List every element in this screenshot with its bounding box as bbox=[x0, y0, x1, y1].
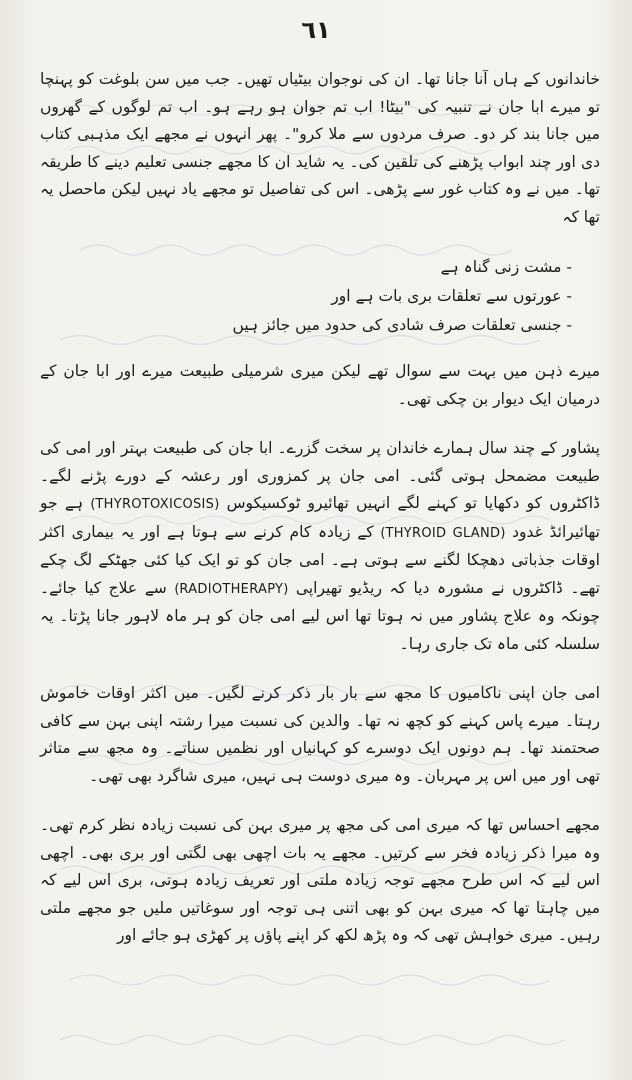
term-radiotherapy: (RADIOTHERAPY) bbox=[174, 581, 289, 597]
paragraph-3-part-1: پشاور کے چند سال ہمارے خاندان پر سخت گزرے۔ ابا جان کی طبیعت بہتر اور امی کی طبیعت مضمحل ہوتی گئی۔ امی جان پر کمزوری اور رعشہ کے دورے پڑنے لگے۔ ڈاکٹروں کو دکھایا تو کہنے لگے انہیں تھائیرو ٹوکسیکوس bbox=[40, 439, 601, 512]
list-item: - عورتوں سے تعلقات بری بات ہے اور bbox=[40, 282, 572, 311]
list-item: - جنسی تعلقات صرف شادی کی حدود میں جائز ہیں bbox=[40, 311, 572, 340]
book-teachings-list bbox=[40, 253, 600, 340]
term-thyroid-gland: (THYROID GLAND) bbox=[380, 525, 506, 541]
paragraph-3-part-3: کے زیادہ کام کرنے سے ہوتا ہے اور یہ بیماری اکثر اوقات جذباتی دھچکا لگنے سے ہوتی ہے۔ امی جان کو تو ایک کیا کئی جھٹکے لگ چکے تھے۔ ڈاکٹروں نے مشورہ دیا کہ ریڈیو تھیراپی bbox=[40, 522, 600, 597]
paragraph-2: میرے ذہن میں بہت سے سوال تھے لیکن میری شرمیلی طبیعت میرے اور ابا جان کے درمیان ایک دیوار بن چکی تھی۔ bbox=[40, 362, 600, 408]
paragraph-4: امی جان اپنی ناکامیوں کا مجھ سے بار بار ذکر کرنے لگیں۔ میں اکثر اوقات خاموش رہتا۔ میرے پاس کہنے کو کچھ نہ تھا۔ والدین کی نسبت میرا رشتہ اپنی بہن سے کافی صحتمند تھا۔ ہم دونوں ایک دوسرے کو کہانیاں اور نظمیں سناتے۔ وہ مجھ سے متاثر تھی اور میں اس پر مہربان۔ وہ میری دوست ہی نہیں، میری شاگرد بھی تھی۔ bbox=[40, 684, 600, 785]
paragraph-3-part-4: سے علاج کیا جائے۔ چونکہ وہ علاج پشاور میں نہ ہوتا تھا اس لیے امی جان کو ہر ماہ لاہور جانا پڑتا۔ یہ سلسلہ کئی ماہ تک جاری رہا۔ bbox=[40, 578, 600, 653]
paragraph-5: مجھے احساس تھا کہ میری امی کی مجھ پر میری بہن کی نسبت زیادہ نظر کرم تھی۔ وہ میرا ذکر زیادہ فخر سے کرتیں۔ مجھے یہ بات اچھی بھی لگتی اور بری بھی۔ اچھی اس لیے کہ اس طرح مجھے توجہ زیادہ ملتی اور تعریف زیادہ ہوتی، بری اس لیے کہ میں چاہتا تھا کہ میری بہن کو بھی اتنی ہی توجہ اور سوغاتیں ملیں جو مجھے ملتی رہیں۔ میری خواہش تھی کہ وہ پڑھ لکھ کر اپنے پاؤں پر کھڑی ہو جائے اور bbox=[40, 816, 600, 944]
paragraph-3-part-2: ہے جو تھائیرائڈ غدود bbox=[40, 494, 600, 541]
page-number: ٦١ bbox=[301, 16, 331, 44]
page-body-text bbox=[40, 66, 600, 972]
list-item: - مشت زنی گناہ ہے bbox=[40, 253, 572, 282]
term-thyrotoxicosis: (THYROTOXICOSIS) bbox=[90, 497, 220, 512]
paragraph-3 bbox=[40, 435, 600, 658]
paragraph-1: خاندانوں کے ہاں آنا جانا تھا۔ ان کی نوجوان بیٹیاں تھیں۔ جب میں سن بلوغت کو پہنچا تو میرے ابا جان نے تنبیہ کی "بیٹا! اب تم جوان ہو رہے ہو۔ اب تم لوگوں کے گھروں میں جانا بند کر دو۔ صرف مردوں سے ملا کرو"۔ پھر انہوں نے مجھے ایک مذہبی کتاب دی اور چند ابواب پڑھنے کی تلقین کی۔ یہ شاید ان کا مجھے جنسی تعلیم دینے کا طریقہ تھا۔ میں نے وہ کتاب غور سے پڑھی۔ اس کی تفاصیل تو مجھے یاد نہیں لیکن ماحصل یہ تھا کہ bbox=[40, 70, 600, 226]
